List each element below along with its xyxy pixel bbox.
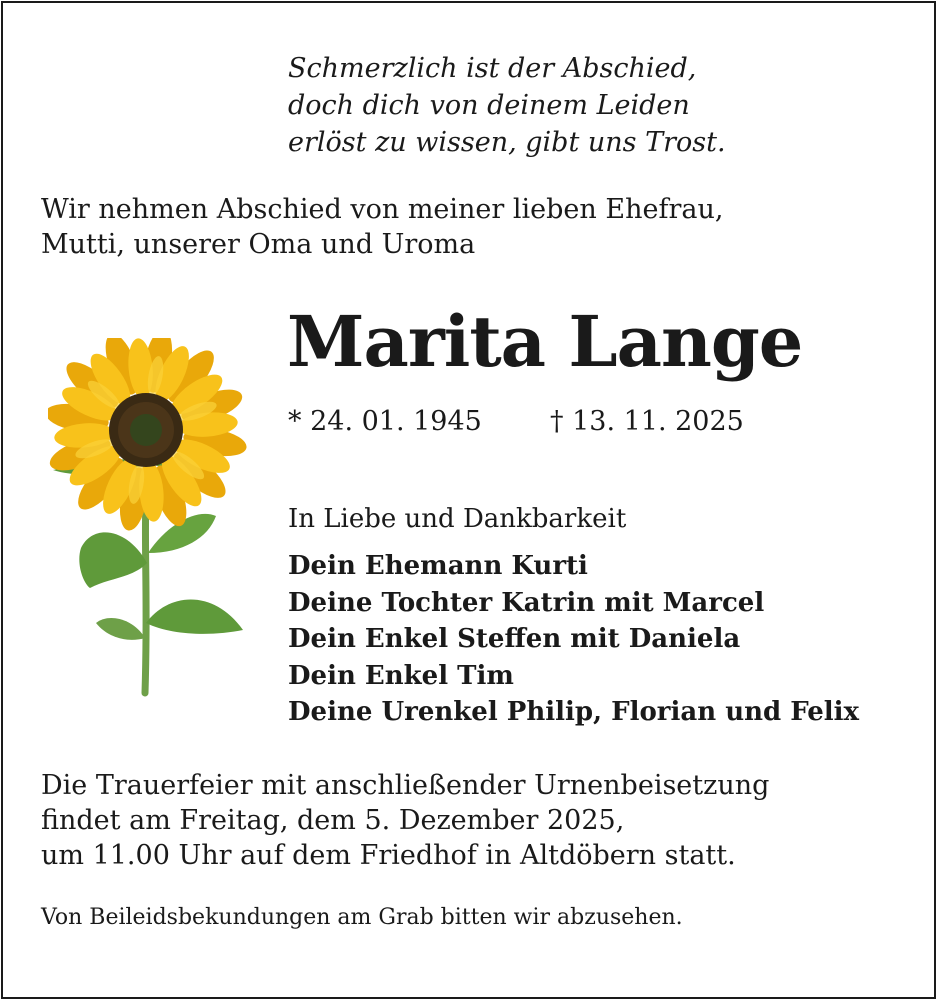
life-dates [288,402,744,442]
deceased-name: Marita Lange [287,300,803,383]
family-list [288,548,859,731]
ceremony-line: um 11.00 Uhr auf dem Friedhof in Altdöbern statt. [41,840,736,871]
quote-line: doch dich von deinem Leiden [288,90,690,121]
quote-line: erlöst zu wissen, gibt uns Trost. [288,127,726,158]
ceremony-line: findet am Freitag, dem 5. Dezember 2025, [41,805,625,836]
condolence-note: Von Beileidsbekundungen am Grab bitten wir abzusehen. [41,905,683,930]
intro-line: Mutti, unserer Oma und Uroma [41,229,476,260]
death-date: † 13. 11. 2025 [550,406,744,437]
quote-line: Schmerzlich ist der Abschied, [288,53,697,84]
love-line: In Liebe und Dankbarkeit [288,504,627,534]
family-member: Deine Urenkel Philip, Florian und Felix [288,697,860,727]
ceremony-line: Die Trauerfeier mit anschließender Urnenbeisetzung [41,770,770,801]
ceremony-info [41,768,769,873]
family-member: Dein Enkel Steffen mit Daniela [288,624,741,654]
intro-text [41,192,723,262]
birth-date: * 24. 01. 1945 [288,406,482,437]
intro-line: Wir nehmen Abschied von meiner lieben Ehefrau, [41,194,724,225]
sunflower-icon [48,338,248,698]
memorial-quote [288,50,726,161]
family-member: Dein Enkel Tim [288,660,514,691]
family-member: Deine Tochter Katrin mit Marcel [288,587,765,618]
family-member: Dein Ehemann Kurti [288,551,588,581]
